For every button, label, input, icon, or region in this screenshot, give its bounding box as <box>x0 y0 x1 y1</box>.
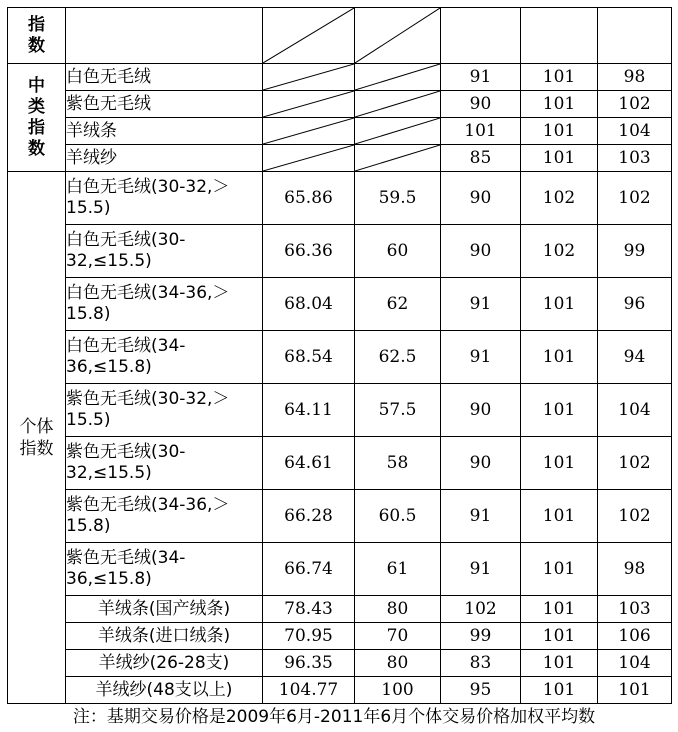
base-price-cell: 59.5 <box>355 172 441 225</box>
value-cell: 101 <box>521 596 598 623</box>
individual-row <box>8 596 672 623</box>
diagonal-cell <box>263 145 355 172</box>
value-cell: 101 <box>521 64 598 91</box>
value-cell: 101 <box>521 384 598 437</box>
individual-name: 紫色无毛绒(30-32,≤15.5) <box>66 437 263 490</box>
header-label: 指数 <box>28 14 45 56</box>
base-price-cell: 64.11 <box>263 384 355 437</box>
middle-name: 羊绒条 <box>66 118 263 145</box>
value-cell: 102 <box>598 490 672 543</box>
value-cell: 104 <box>598 384 672 437</box>
value-cell: 102 <box>598 91 672 118</box>
individual-row <box>8 172 672 225</box>
value-cell: 96 <box>598 278 672 331</box>
individual-group-label-cell <box>8 172 66 704</box>
diagonal-line-icon <box>263 91 354 117</box>
value-cell: 106 <box>598 623 672 650</box>
value-cell: 102 <box>521 225 598 278</box>
middle-row <box>8 145 672 172</box>
value-cell: 103 <box>598 145 672 172</box>
value-cell: 101 <box>521 437 598 490</box>
value-cell: 98 <box>598 543 672 596</box>
diagonal-line-icon <box>263 8 354 63</box>
header-blank-cell <box>441 8 521 64</box>
diagonal-cell <box>263 118 355 145</box>
middle-row <box>8 64 672 91</box>
value-cell: 101 <box>521 91 598 118</box>
base-price-cell: 78.43 <box>263 596 355 623</box>
value-cell: 99 <box>598 225 672 278</box>
base-price-cell: 66.36 <box>263 225 355 278</box>
base-price-cell: 57.5 <box>355 384 441 437</box>
value-cell: 101 <box>521 543 598 596</box>
diagonal-line-icon <box>263 64 354 90</box>
value-cell: 94 <box>598 331 672 384</box>
value-cell: 101 <box>521 677 598 704</box>
base-price-cell: 70 <box>355 623 441 650</box>
base-price-cell: 61 <box>355 543 441 596</box>
diagonal-cell <box>263 64 355 91</box>
value-cell: 90 <box>441 437 521 490</box>
value-cell: 90 <box>441 225 521 278</box>
footnote-text: 注：基期交易价格是2009年6月-2011年6月个体交易价格加权平均数 <box>72 707 596 727</box>
value-cell: 102 <box>521 172 598 225</box>
base-price-cell: 80 <box>355 596 441 623</box>
individual-row <box>8 384 672 437</box>
individual-row <box>8 677 672 704</box>
value-cell: 104 <box>598 650 672 677</box>
individual-row <box>8 278 672 331</box>
value-cell: 83 <box>441 650 521 677</box>
value-cell: 101 <box>441 118 521 145</box>
individual-row <box>8 225 672 278</box>
diagonal-line-icon <box>263 118 354 144</box>
value-cell: 101 <box>521 331 598 384</box>
base-price-cell: 62.5 <box>355 331 441 384</box>
individual-row <box>8 490 672 543</box>
value-cell: 103 <box>598 596 672 623</box>
individual-row <box>8 331 672 384</box>
individual-name: 白色无毛绒(34-36,≤15.8) <box>66 331 263 384</box>
diagonal-line-icon <box>355 145 440 171</box>
header-label-cell <box>8 8 66 64</box>
middle-row <box>8 91 672 118</box>
header-row <box>8 8 672 64</box>
value-cell: 90 <box>441 172 521 225</box>
value-cell: 91 <box>441 64 521 91</box>
value-cell: 101 <box>521 490 598 543</box>
diagonal-cell <box>355 118 441 145</box>
individual-name: 白色无毛绒(34-36,＞15.8) <box>66 278 263 331</box>
base-price-cell: 68.54 <box>263 331 355 384</box>
middle-row <box>8 118 672 145</box>
diagonal-line-icon <box>263 145 354 171</box>
individual-name: 羊绒纱(26-28支) <box>66 650 263 677</box>
base-price-cell: 104.77 <box>263 677 355 704</box>
diagonal-line-icon <box>355 118 440 144</box>
base-price-cell: 58 <box>355 437 441 490</box>
value-cell: 91 <box>441 543 521 596</box>
base-price-cell: 96.35 <box>263 650 355 677</box>
middle-name: 羊绒纱 <box>66 145 263 172</box>
base-price-cell: 64.61 <box>263 437 355 490</box>
individual-row <box>8 650 672 677</box>
middle-name: 紫色无毛绒 <box>66 91 263 118</box>
base-price-cell: 66.74 <box>263 543 355 596</box>
value-cell: 91 <box>441 278 521 331</box>
individual-name: 紫色无毛绒(30-32,＞15.5) <box>66 384 263 437</box>
value-cell: 101 <box>521 118 598 145</box>
value-cell: 90 <box>441 384 521 437</box>
footnote <box>0 706 678 728</box>
header-blank-cell <box>521 8 598 64</box>
individual-name: 羊绒条(进口绒条) <box>66 623 263 650</box>
value-cell: 98 <box>598 64 672 91</box>
individual-name: 紫色无毛绒(34-36,≤15.8) <box>66 543 263 596</box>
base-price-cell: 100 <box>355 677 441 704</box>
value-cell: 85 <box>441 145 521 172</box>
diagonal-cell <box>355 64 441 91</box>
base-price-cell: 65.86 <box>263 172 355 225</box>
middle-name: 白色无毛绒 <box>66 64 263 91</box>
value-cell: 101 <box>598 677 672 704</box>
value-cell: 101 <box>521 278 598 331</box>
individual-name: 白色无毛绒(30-32,＞15.5) <box>66 172 263 225</box>
diagonal-line-icon <box>355 8 440 63</box>
base-price-cell: 66.28 <box>263 490 355 543</box>
cashmere-index-table <box>7 7 672 704</box>
base-price-cell: 60 <box>355 225 441 278</box>
diagonal-cell <box>355 145 441 172</box>
individual-name: 紫色无毛绒(34-36,＞15.8) <box>66 490 263 543</box>
value-cell: 101 <box>521 623 598 650</box>
header-blank-name <box>66 8 263 64</box>
diagonal-cell <box>263 91 355 118</box>
middle-group-label: 中类指数 <box>28 75 45 159</box>
middle-group-label-cell <box>8 64 66 172</box>
value-cell: 90 <box>441 91 521 118</box>
value-cell: 91 <box>441 331 521 384</box>
base-price-cell: 70.95 <box>263 623 355 650</box>
value-cell: 102 <box>598 172 672 225</box>
header-diagonal-cell <box>263 8 355 64</box>
diagonal-line-icon <box>355 64 440 90</box>
individual-name: 羊绒条(国产绒条) <box>66 596 263 623</box>
base-price-cell: 68.04 <box>263 278 355 331</box>
individual-row <box>8 623 672 650</box>
value-cell: 95 <box>441 677 521 704</box>
base-price-cell: 62 <box>355 278 441 331</box>
header-diagonal-cell <box>355 8 441 64</box>
individual-group-label: 个体指数 <box>19 416 54 459</box>
individual-row <box>8 437 672 490</box>
value-cell: 99 <box>441 623 521 650</box>
value-cell: 104 <box>598 118 672 145</box>
individual-name: 羊绒纱(48支以上) <box>66 677 263 704</box>
header-blank-cell <box>598 8 672 64</box>
individual-row <box>8 543 672 596</box>
value-cell: 102 <box>441 596 521 623</box>
value-cell: 101 <box>521 145 598 172</box>
individual-name: 白色无毛绒(30-32,≤15.5) <box>66 225 263 278</box>
diagonal-line-icon <box>355 91 440 117</box>
value-cell: 91 <box>441 490 521 543</box>
diagonal-cell <box>355 91 441 118</box>
base-price-cell: 60.5 <box>355 490 441 543</box>
value-cell: 101 <box>521 650 598 677</box>
base-price-cell: 80 <box>355 650 441 677</box>
value-cell: 102 <box>598 437 672 490</box>
